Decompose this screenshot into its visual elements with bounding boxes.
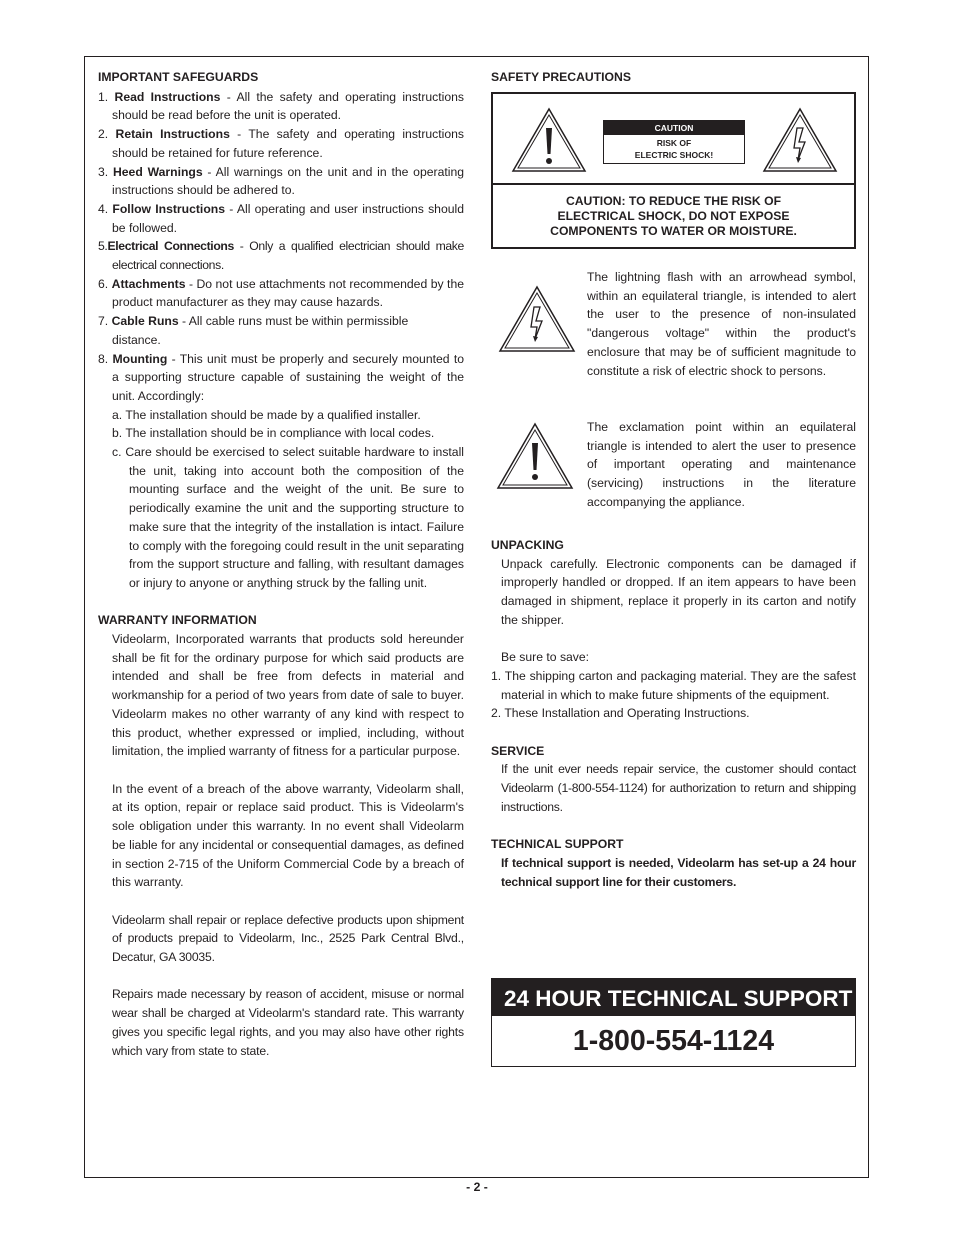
item-text: - All cable runs must be within permissible distance. bbox=[112, 314, 409, 347]
mounting-sub-a: a. The installation should be made by a qualified installer. bbox=[112, 407, 421, 422]
warranty-paragraph: Videolarm, Incorporated warrants that products sold hereunder shall be fit for the ordinary purpose for which said products are intended and shall be free from defects in material and workmanship for a period of two years from date of sale to buyer. Videolarm makes no other warranty of any kind with respect to this product, whether expressed or implied, including, without limitation, the implied warranty of fitness for a particular purpose. bbox=[112, 632, 464, 759]
mounting-sub-c: c. Care should be exercised to select suitable hardware to install the unit, taking into account both the composition of the mounting surface and the weight of the unit. Be sure to periodically examine the unit and the supporting structure to make sure that the integrity of the installation is intact. Failure to comply with the foregoing could result in the unit separating from the support structure and falling, with resultant damages or injury to anyone or anything struck by the falling unit. bbox=[112, 445, 464, 590]
warranty-paragraph: In the event of a breach of the above warranty, Videolarm shall, at its option, repair or replace said product. This is Videolarm's sole obligation under this warranty. In no event shall Videolarm be liable for any incidental or consequential damages, as defined in section 2-715 of the Uniform Commercial Code by a breach of this warranty. bbox=[112, 781, 464, 890]
item-number: 7. bbox=[98, 314, 109, 329]
item-text: - This unit must be properly and securely mounted to a supporting structure capable of sustaining the weight of the unit. Accordingly: bbox=[112, 351, 464, 403]
right-column-lower bbox=[491, 536, 856, 891]
safeguard-item bbox=[98, 88, 464, 125]
item-title: Electrical Connections bbox=[107, 239, 234, 254]
item-title: Attachments bbox=[111, 276, 186, 291]
item-number: 2. bbox=[98, 127, 109, 142]
exclamation-triangle-icon bbox=[510, 106, 588, 174]
caution-message bbox=[493, 194, 854, 238]
safeguard-item bbox=[98, 237, 464, 274]
item-text: - All the safety and operating instructions should be read before the unit is operated. bbox=[112, 89, 464, 123]
caution-label bbox=[603, 120, 745, 164]
safeguards-heading: IMPORTANT SAFEGUARDS bbox=[98, 70, 259, 84]
warranty-paragraph: Repairs made necessary by reason of accident, misuse or normal wear shall be charged at Videolarm's standard rate. This warranty gives you specific legal rights, and you may also have other rights which vary from state to state. bbox=[112, 987, 464, 1058]
warranty-paragraph: Videolarm shall repair or replace defective products upon shipment of products prepaid to Videolarm, Inc., 2525 Park Central Blvd., Decatur, GA 30035. bbox=[112, 912, 464, 964]
tech-support-banner bbox=[491, 978, 856, 1067]
item-number: 8. bbox=[98, 351, 109, 366]
warranty-heading: WARRANTY INFORMATION bbox=[98, 613, 257, 628]
caution-line: CAUTION: TO REDUCE THE RISK OF bbox=[565, 194, 782, 208]
item-title: Retain Instructions bbox=[115, 127, 230, 142]
tech-support-paragraph: If technical support is needed, Videolarm has set-up a 24 hour technical support line for their customers. bbox=[501, 855, 856, 889]
item-text: - The safety and operating instructions should be retained for future reference. bbox=[112, 127, 464, 160]
left-column bbox=[98, 68, 464, 1060]
tech-support-heading: TECHNICAL SUPPORT bbox=[491, 837, 624, 852]
mounting-sub-b: b. The installation should be in compliance with local codes. bbox=[112, 426, 435, 441]
caution-box bbox=[491, 92, 856, 249]
item-number: 5. bbox=[98, 239, 108, 254]
item-title: Cable Runs bbox=[111, 314, 179, 329]
safeguard-item bbox=[98, 200, 464, 237]
safeguard-item bbox=[98, 125, 464, 162]
lightning-explanation: The lightning flash with an arrowhead symbol, within an equilateral triangle, is intended to alert the user to the presence of non-insulated "dangerous voltage" within the product's enclosure that may be of sufficient magnitude to constitute a risk of electric shock to persons. bbox=[587, 270, 856, 378]
caution-divider bbox=[493, 183, 854, 185]
item-text: - Do not use attachments not recommended by the product manufacturer as they may cause hazards. bbox=[112, 276, 464, 310]
unpacking-heading: UNPACKING bbox=[491, 538, 564, 552]
item-number: 4. bbox=[98, 201, 109, 216]
exclamation-triangle-icon bbox=[495, 421, 575, 491]
tech-support-banner-title: 24 HOUR TECHNICAL SUPPORT bbox=[492, 979, 855, 1016]
safety-heading: SAFETY PRECAUTIONS bbox=[491, 70, 631, 84]
label-line: RISK OF bbox=[656, 138, 692, 148]
caution-line: COMPONENTS TO WATER OR MOISTURE. bbox=[550, 223, 797, 238]
page-number: - 2 - bbox=[466, 1180, 488, 1194]
unpacking-paragraph: Unpack carefully. Electronic components can be damaged if improperly handled or dropped. If an item appears to have been damaged in shipment, replace it properly in its carton and notify the shipper. bbox=[501, 556, 856, 627]
safeguard-item bbox=[98, 350, 464, 406]
item-title: Read Instructions bbox=[114, 89, 221, 104]
safeguard-item bbox=[98, 163, 464, 200]
tech-support-phone: 1-800-554-1124 bbox=[572, 1025, 775, 1057]
item-number: 3. bbox=[98, 164, 109, 179]
label-line: ELECTRIC SHOCK! bbox=[634, 150, 714, 160]
caution-label-body bbox=[604, 135, 744, 161]
service-paragraph: If the unit ever needs repair service, the customer should contact Videolarm (1-800-554-1124) for authorization to return and shipping instructions. bbox=[501, 762, 856, 814]
item-title: Follow Instructions bbox=[112, 201, 225, 216]
exclamation-explanation: The exclamation point within an equilateral triangle is intended to alert the user to presence of important operating and maintenance (servicing) instructions in the literature accompanying the appliance. bbox=[587, 420, 856, 509]
unpacking-item: 1. The shipping carton and packaging material. They are the safest material in which to make future shipments of the equipment. bbox=[491, 668, 856, 702]
right-column-heading-area bbox=[491, 68, 856, 87]
item-text: - Only a qualified electrician should make electrical connections. bbox=[112, 239, 464, 273]
item-title: Heed Warnings bbox=[112, 164, 203, 179]
lightning-triangle-icon bbox=[497, 284, 577, 354]
unpacking-save-label: Be sure to save: bbox=[501, 650, 590, 665]
item-title: Mounting bbox=[112, 351, 168, 366]
item-number: 1. bbox=[98, 89, 109, 104]
lightning-triangle-icon bbox=[761, 106, 839, 174]
item-text: - All operating and user instructions should be followed. bbox=[112, 201, 465, 235]
item-text: - All warnings on the unit and in the operating instructions should be adhered to. bbox=[112, 164, 464, 198]
safeguard-item bbox=[98, 312, 464, 349]
item-number: 6. bbox=[98, 276, 109, 291]
service-heading: SERVICE bbox=[491, 743, 545, 758]
safeguard-item bbox=[98, 275, 464, 312]
caution-label-title: CAUTION bbox=[604, 121, 744, 135]
caution-line: ELECTRICAL SHOCK, DO NOT EXPOSE bbox=[557, 208, 790, 223]
unpacking-item: 2. These Installation and Operating Instructions. bbox=[491, 706, 750, 721]
